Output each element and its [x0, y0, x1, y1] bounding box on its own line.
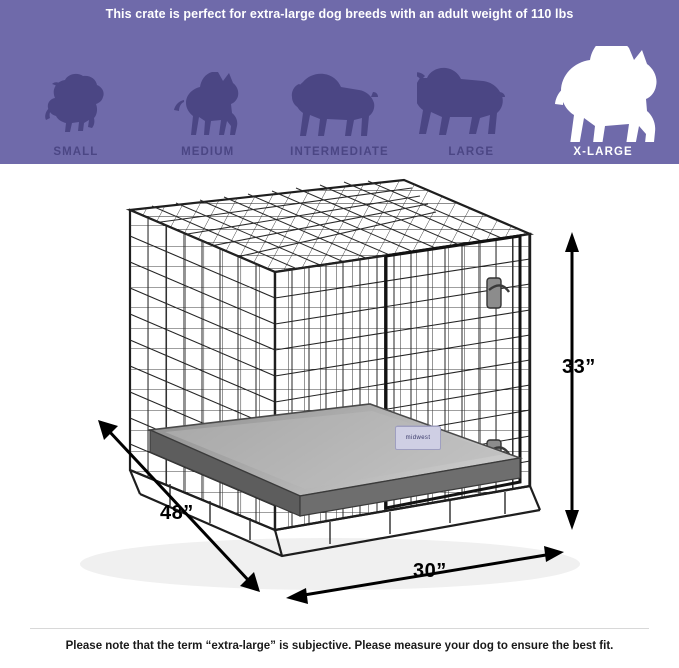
size-option-large[interactable] — [408, 32, 534, 158]
size-option-small[interactable] — [13, 32, 139, 158]
footer-divider — [30, 628, 649, 629]
small-dog-silhouette — [33, 72, 119, 142]
medium-dog-silhouette — [160, 66, 256, 142]
large-dog-silhouette — [417, 60, 525, 142]
size-label-intermediate: INTERMEDIATE — [290, 146, 389, 158]
width-dimension-label: 30” — [413, 560, 447, 582]
footer-note: Please note that the term “extra-large” is subjective. Please measure your dog to ensure the best fit. — [65, 640, 614, 652]
size-label-medium: MEDIUM — [181, 146, 235, 158]
intermediate-dog-silhouette — [283, 62, 395, 142]
depth-dimension-label: 48” — [160, 502, 194, 524]
xlarge-dog-silhouette — [543, 46, 663, 142]
height-dimension-label: 33” — [562, 356, 596, 378]
size-label-small: SMALL — [53, 146, 99, 158]
size-label-large: LARGE — [448, 146, 495, 158]
size-option-medium[interactable] — [145, 32, 271, 158]
size-option-xlarge[interactable] — [540, 32, 666, 158]
crate-illustration — [0, 164, 679, 624]
brand-watermark: midwest — [395, 426, 441, 450]
size-option-intermediate[interactable] — [276, 32, 402, 158]
size-banner — [0, 0, 679, 164]
banner-headline: This crate is perfect for extra-large dog breeds with an adult weight of 110 lbs — [105, 7, 574, 21]
size-silhouette-row — [0, 30, 679, 158]
height-dimension-arrow — [565, 232, 579, 530]
product-photo — [0, 164, 679, 624]
size-label-xlarge: X-LARGE — [573, 146, 633, 158]
